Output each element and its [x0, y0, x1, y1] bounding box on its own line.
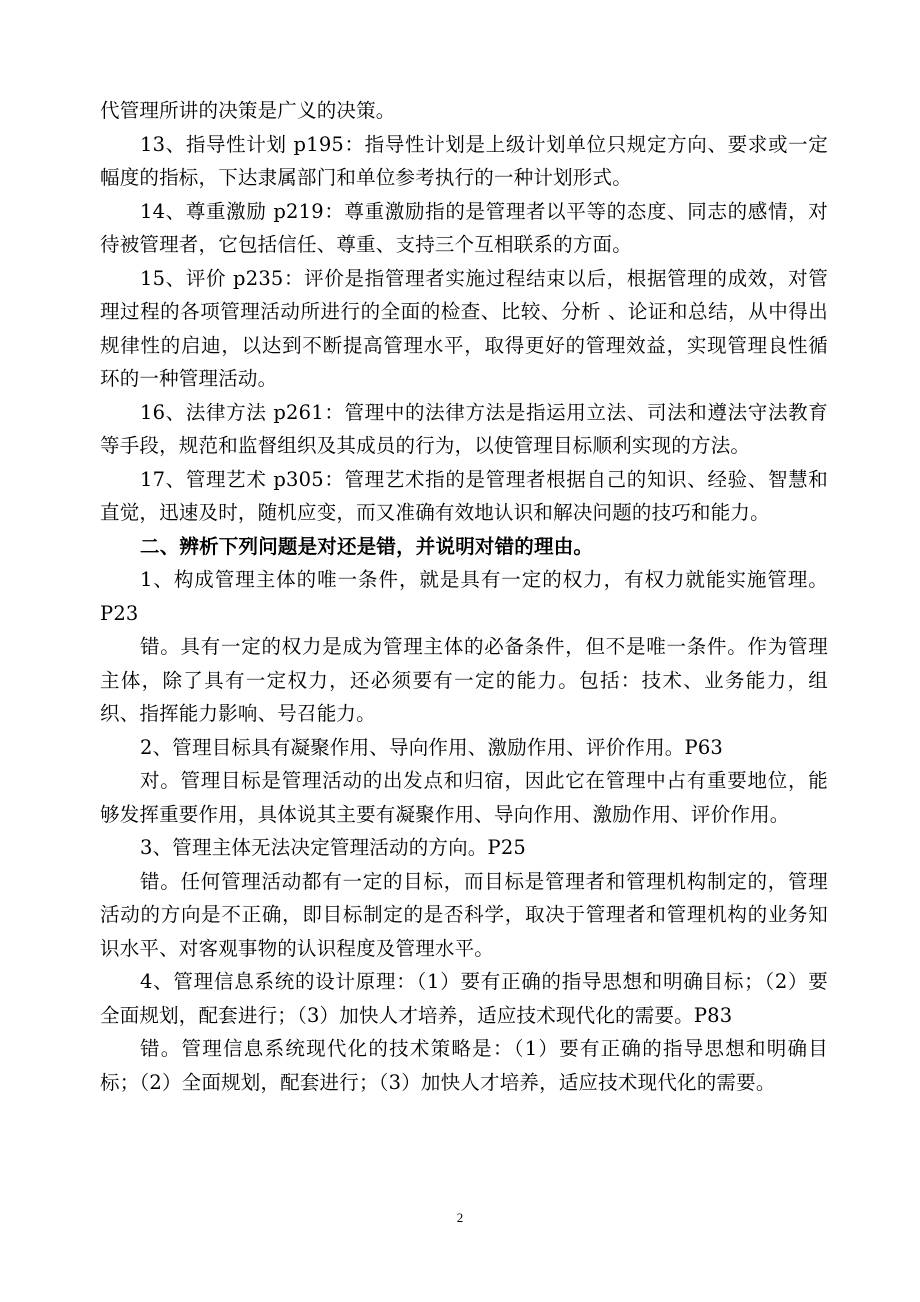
paragraph-term-15: 15、评价 p235：评价是指管理者实施过程结束以后，根据管理的成效，对管理过程的各项管理活动所进行的全面的检查、比较、分析 、论证和总结，从中得出规律性的启迪，以达到不断提高管理水平，取得更好的管理效益，实现管理良性循环的一种管理活动。 [100, 266, 828, 390]
question-3: 3、管理主体无法决定管理活动的方向。P25 [140, 836, 527, 859]
paragraph-term-17: 17、管理艺术 p305：管理艺术指的是管理者根据自己的知识、经验、智慧和直觉，迅速及时，随机应变，而又准确有效地认识和解决问题的技巧和能力。 [100, 467, 828, 524]
section-heading: 二、辨析下列问题是对还是错，并说明对错的理由。 [140, 534, 594, 558]
page-number: 2 [456, 1210, 464, 1225]
paragraph-term-14: 14、尊重激励 p219：尊重激励指的是管理者以平等的态度、同志的感情，对待被管理者，它包括信任、尊重、支持三个互相联系的方面。 [100, 199, 828, 256]
document-body [100, 94, 828, 1099]
answer-4: 错。管理信息系统现代化的技术策略是：（1）要有正确的指导思想和明确目标；（2）全面规划，配套进行；（3）加快人才培养，适应技术现代化的需要。 [100, 1037, 828, 1094]
question-2: 2、管理目标具有凝聚作用、导向作用、激励作用、评价作用。P63 [140, 735, 724, 759]
answer-1: 错。具有一定的权力是成为管理主体的必备条件，但不是唯一条件。作为管理主体，除了具有一定权力，还必须要有一定的能力。包括：技术、业务能力，组织、指挥能力影响、号召能力。 [100, 635, 828, 725]
paragraph-term-16: 16、法律方法 p261：管理中的法律方法是指运用立法、司法和遵法守法教育等手段，规范和监督组织及其成员的行为，以使管理目标顺利实现的方法。 [100, 400, 828, 457]
question-4: 4、管理信息系统的设计原理：（1）要有正确的指导思想和明确目标；（2）要全面规划，配套进行；（3）加快人才培养，适应技术现代化的需要。P83 [100, 970, 828, 1027]
answer-3: 错。任何管理活动都有一定的目标，而目标是管理者和管理机构制定的，管理活动的方向是不正确，即目标制定的是否科学，取决于管理者和管理机构的业务知识水平、对客观事物的认识程度及管理水平。 [100, 869, 828, 960]
paragraph-term-13: 13、指导性计划 p195：指导性计划是上级计划单位只规定方向、要求或一定幅度的指标，下达隶属部门和单位参考执行的一种计划形式。 [100, 132, 828, 189]
question-1: 1、构成管理主体的唯一条件，就是具有一定的权力，有权力就能实施管理。P23 [100, 568, 828, 625]
paragraph-continuation: 代管理所讲的决策是广义的决策。 [100, 99, 396, 122]
answer-2: 对。管理目标是管理活动的出发点和归宿，因此它在管理中占有重要地位，能够发挥重要作用，具体说其主要有凝聚作用、导向作用、激励作用、评价作用。 [100, 769, 828, 826]
